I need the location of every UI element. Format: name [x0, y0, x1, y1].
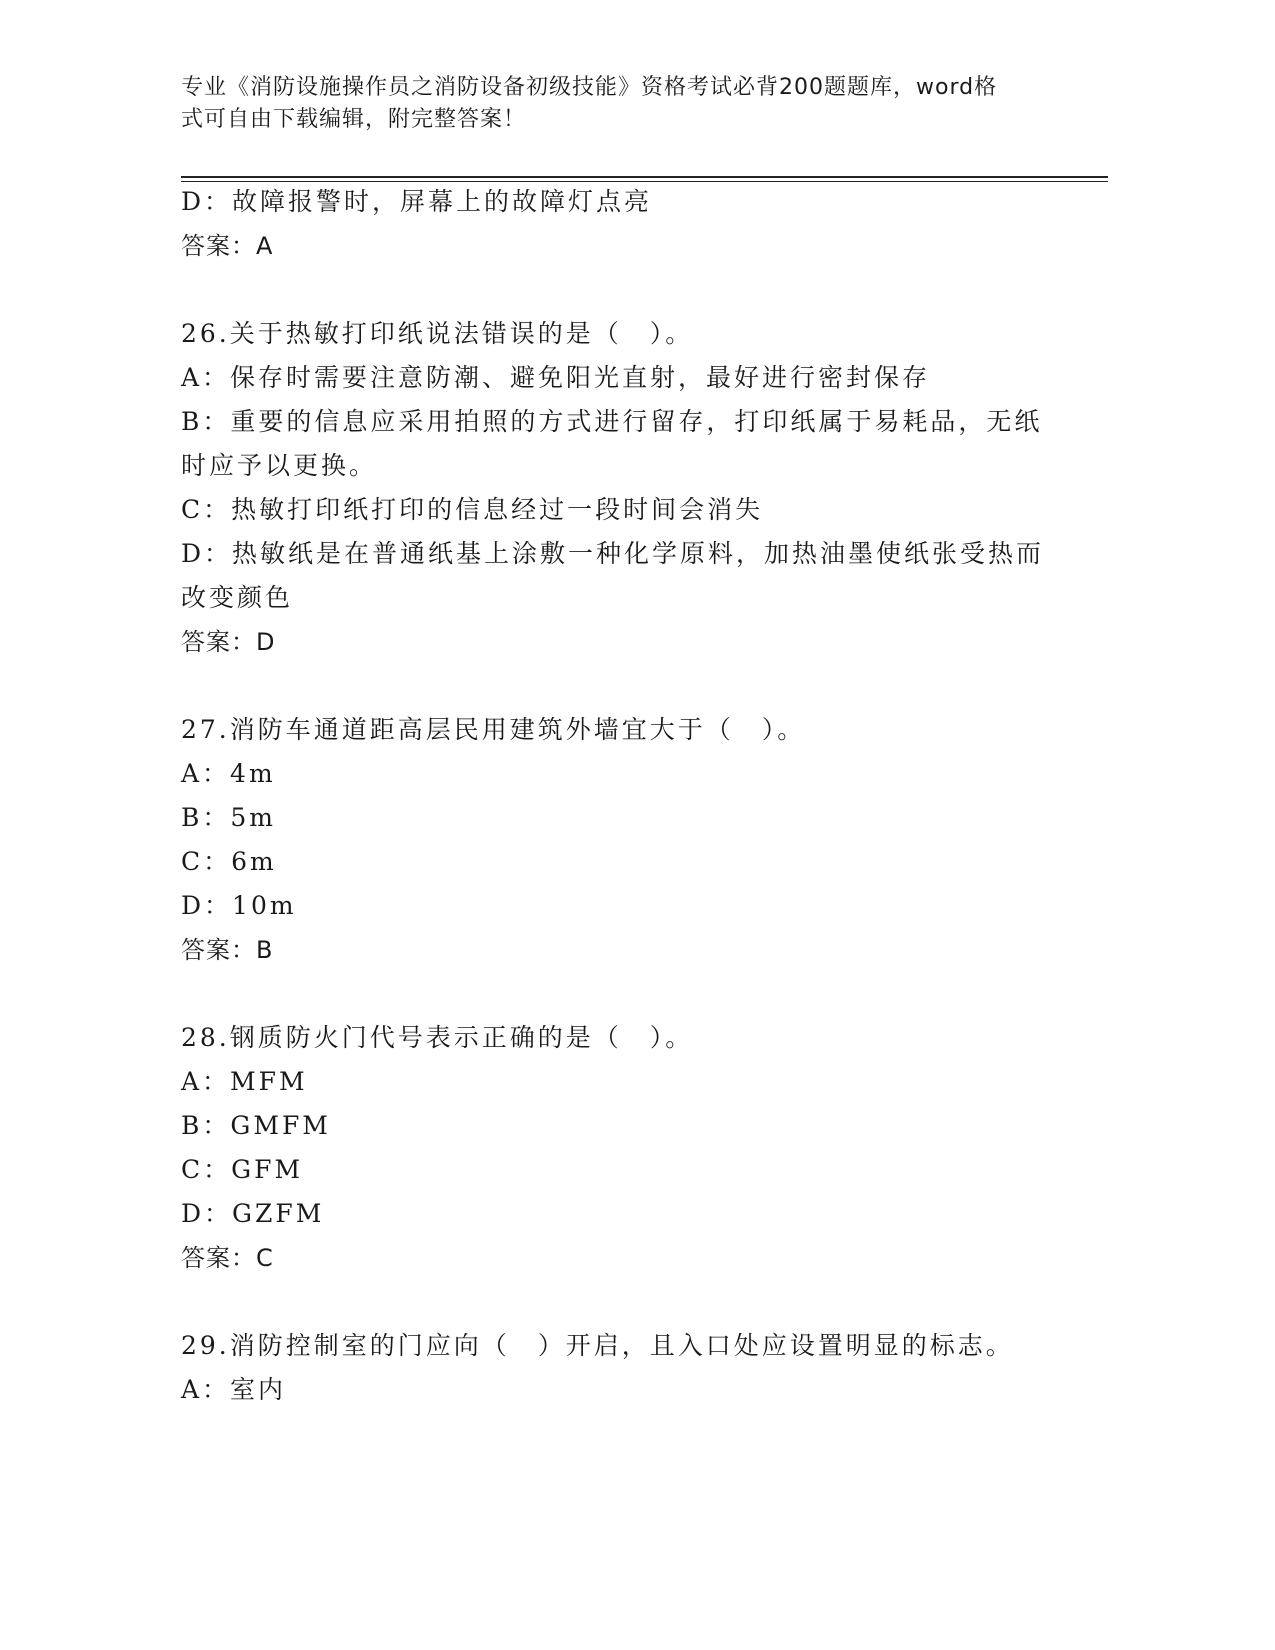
question-26-option-c: C：热敏打印纸打印的信息经过一段时间会消失 [181, 495, 764, 524]
question-26-option-b-line-1: B：重要的信息应采用拍照的方式进行留存，打印纸属于易耗品，无纸 [181, 407, 1043, 436]
question-list [181, 186, 1061, 1406]
question-28-answer: 答案：C [181, 1244, 274, 1272]
prev-option-d: D：故障报警时，屏幕上的故障灯点亮 [181, 187, 653, 216]
question-26-option-b [181, 406, 1061, 482]
question-27-option-d: D：10m [181, 891, 297, 920]
prev-answer: 答案：A [181, 232, 274, 260]
question-26-option-d [181, 538, 1061, 614]
question-26-option-a: A：保存时需要注意防潮、避免阳光直射，最好进行密封保存 [181, 363, 931, 392]
header-rule-thick [181, 176, 1108, 178]
question-28-option-c: C：GFM [181, 1155, 304, 1184]
question-27-answer: 答案：B [181, 936, 274, 964]
header-line-2: 式可自由下载编辑，附完整答案！ [181, 107, 527, 132]
question-26-option-d-line-2: 改变颜色 [181, 583, 294, 612]
question-29-option-a: A：室内 [181, 1375, 287, 1404]
question-29-stem: 29.消防控制室的门应向（ ）开启，且入口处应设置明显的标志。 [181, 1331, 1014, 1360]
question-27-option-a: A：4m [181, 759, 276, 788]
document-header [181, 72, 1041, 136]
question-27-stem: 27.消防车通道距高层民用建筑外墙宜大于（ ）。 [181, 715, 806, 744]
question-28-option-d: D：GZFM [181, 1199, 325, 1228]
question-27-option-c: C：6m [181, 847, 277, 876]
question-26-option-d-line-1: D：热敏纸是在普通纸基上涂敷一种化学原料，加热油墨使纸张受热而 [181, 539, 1045, 568]
question-26-answer: 答案：D [181, 628, 276, 656]
question-28-option-b: B：GMFM [181, 1111, 331, 1140]
header-line-1: 专业《消防设施操作员之消防设备初级技能》资格考试必背200题题库，word格 [181, 75, 998, 100]
question-26-option-b-line-2: 时应予以更换。 [181, 451, 378, 480]
question-28-option-a: A：MFM [181, 1067, 308, 1096]
question-27-option-b: B：5m [181, 803, 276, 832]
question-26-stem: 26.关于热敏打印纸说法错误的是（ ）。 [181, 319, 694, 348]
question-28-stem: 28.钢质防火门代号表示正确的是（ ）。 [181, 1023, 694, 1052]
header-rule-thin [181, 181, 1108, 182]
